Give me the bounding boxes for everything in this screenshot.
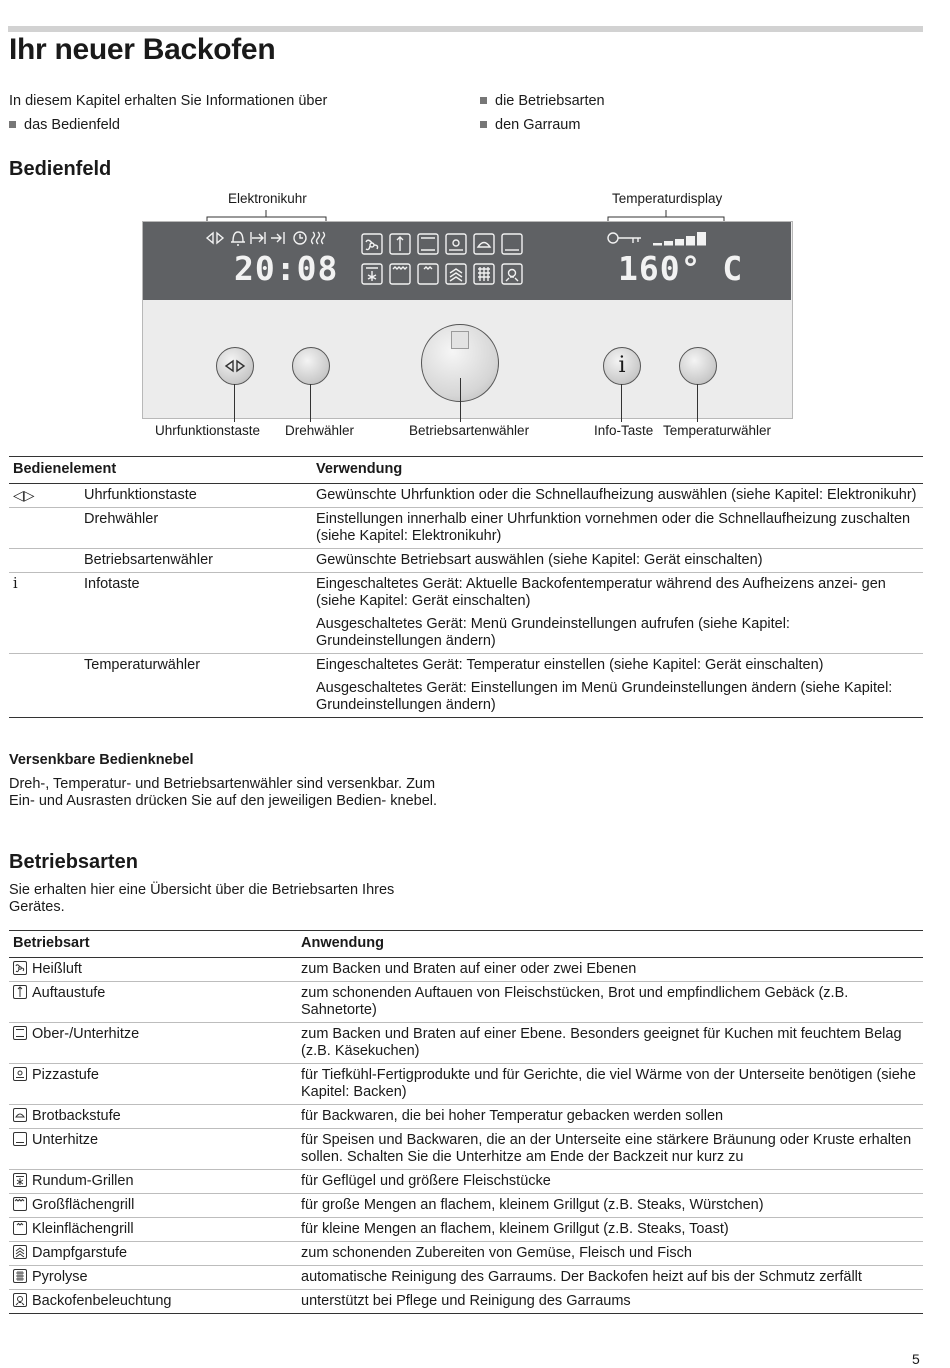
controls-table	[9, 456, 923, 718]
table-row: i Infotaste Eingeschaltetes Gerät: Aktuelle Backofentemperatur während des Aufheizens anzei- gen (siehe Kapitel: Gerät einschalten) Ausgeschaltetes Gerät: Menü Grundeinstellungen aufrufen (siehe Kapitel: Grundeinstellungen ändern)	[9, 573, 923, 654]
table-row: Heißluft zum Backen und Braten auf einer oder zwei Ebenen	[9, 958, 923, 982]
lamp-icon	[13, 1293, 27, 1307]
table-row: Rundum-Grillen für Geflügel und größere Fleischstücke	[9, 1170, 923, 1194]
leader-line	[621, 384, 622, 422]
table-row: Drehwähler Einstellungen innerhalb einer Uhrfunktion vornehmen oder die Schnellaufheizung zuschalten (siehe Kapitel: Elektronikuhr)	[9, 508, 923, 549]
clock-function-button[interactable]	[216, 347, 254, 385]
label-elektronikuhr: Elektronikuhr	[228, 191, 307, 206]
temperature-display: 160° C	[618, 249, 744, 288]
temperature-selector[interactable]	[679, 347, 717, 385]
table-row: Pyrolyse automatische Reinigung des Garraums. Der Backofen heizt auf bis der Schmutz zerfällt	[9, 1266, 923, 1290]
page-title: Ihr neuer Backofen	[9, 33, 276, 66]
table-row: Brotbackstufe für Backwaren, die bei hoher Temperatur gebacken werden sollen	[9, 1105, 923, 1129]
section-heading-bedienfeld: Bedienfeld	[9, 158, 112, 180]
label-drehwaehler: Drehwähler	[285, 423, 355, 438]
table-row: Temperaturwähler Eingeschaltetes Gerät: Temperatur einstellen (siehe Kapitel: Gerät einschalten) Ausgeschaltetes Gerät: Einstellungen im Menü Grundeinstellungen ändern (siehe Kapitel: Grundeinstellungen ändern)	[9, 654, 923, 718]
clock-function-icon: ◁▷	[9, 484, 80, 508]
page-number: 5	[912, 1351, 920, 1367]
intro-text: In diesem Kapitel erhalten Sie Informationen über	[9, 93, 328, 109]
label-betriebsartenwaehler: Betriebsartenwähler	[409, 423, 530, 438]
leader-line	[310, 384, 311, 422]
clock-function-icons	[205, 228, 330, 248]
label-temperaturdisplay: Temperaturdisplay	[612, 191, 723, 206]
pyrolysis-icon	[13, 1269, 27, 1283]
bread-icon	[13, 1108, 27, 1122]
table-row: Auftaustufe zum schonenden Auftauen von Fleischstücken, Brot und empfindlichem Gebäck (z.B. Sahnetorte)	[9, 982, 923, 1023]
table-row: Dampfgarstufe zum schonenden Zubereiten von Gemüse, Fleisch und Fisch	[9, 1242, 923, 1266]
label-temperaturwaehler: Temperaturwähler	[663, 423, 772, 438]
large-grill-icon	[13, 1197, 27, 1211]
bullet-item: das Bedienfeld	[9, 117, 120, 134]
steam-icon	[13, 1245, 27, 1259]
label-infotaste: Info-Taste	[594, 423, 654, 438]
defrost-icon	[13, 985, 27, 999]
info-button[interactable]: i	[603, 347, 641, 385]
modes-table	[9, 930, 923, 1314]
pizza-icon	[13, 1067, 27, 1081]
table-row: ◁▷ Uhrfunktionstaste Gewünschte Uhrfunktion oder die Schnellaufheizung auswählen (siehe Kapitel: Elektronikuhr)	[9, 484, 923, 508]
table-row: Unterhitze für Speisen und Backwaren, die an der Unterseite eine stärkere Bräunung oder Kruste erhalten sollen. Schalten Sie die Unterhitze am Ende der Backzeit nur kurz zu	[9, 1129, 923, 1170]
table-header: Bedienelement	[9, 457, 312, 484]
rotary-selector[interactable]	[292, 347, 330, 385]
mode-icons-display	[360, 232, 530, 290]
section-heading-betriebsarten: Betriebsarten	[9, 851, 138, 873]
table-row: Backofenbeleuchtung unterstützt bei Pflege und Reinigung des Garraums	[9, 1290, 923, 1314]
info-icon: i	[9, 573, 80, 654]
top-bottom-heat-icon	[13, 1026, 27, 1040]
leader-line	[697, 384, 698, 422]
leader-line	[234, 384, 235, 422]
table-row: Betriebsartenwähler Gewünschte Betriebsart auswählen (siehe Kapitel: Gerät einschalten)	[9, 549, 923, 573]
bullet-item: den Garraum	[480, 117, 580, 134]
fan-icon	[13, 961, 27, 975]
versenk-text: Dreh-, Temperatur- und Betriebsartenwähler sind versenkbar. Zum Ein- und Ausrasten drücken Sie auf den jeweiligen Bedien- knebel.	[9, 776, 438, 809]
clock-display: 20:08	[234, 249, 339, 288]
table-header: Betriebsart	[9, 931, 297, 958]
table-row: Ober-/Unterhitze zum Backen und Braten auf einer Ebene. Besonders geeignet für Kuchen mit feuchtem Belag (z.B. Käsekuchen)	[9, 1023, 923, 1064]
table-row: Kleinflächengrill für kleine Mengen an flachem, kleinem Grillgut (z.B. Steaks, Toast)	[9, 1218, 923, 1242]
table-row: Großflächengrill für große Mengen an flachem, kleinem Grillgut (z.B. Steaks, Würstchen)	[9, 1194, 923, 1218]
label-uhrfunktionstaste: Uhrfunktionstaste	[155, 423, 261, 438]
rotisserie-grill-icon	[13, 1173, 27, 1187]
betriebsarten-intro: Sie erhalten hier eine Übersicht über die Betriebsarten Ihres Gerätes.	[9, 882, 395, 915]
bottom-heat-icon	[13, 1132, 27, 1146]
top-rule	[8, 26, 923, 32]
temperature-status-icons	[605, 228, 720, 250]
table-row: Pizzastufe für Tiefkühl-Fertigprodukte und für Gerichte, die viel Wärme von der Unterseite benötigen (siehe Kapitel: Backen)	[9, 1064, 923, 1105]
table-header: Verwendung	[312, 457, 923, 484]
small-grill-icon	[13, 1221, 27, 1235]
versenk-heading: Versenkbare Bedienknebel	[9, 752, 194, 768]
leader-line	[460, 378, 461, 422]
bullet-item: die Betriebsarten	[480, 93, 605, 110]
table-header: Anwendung	[297, 931, 923, 958]
